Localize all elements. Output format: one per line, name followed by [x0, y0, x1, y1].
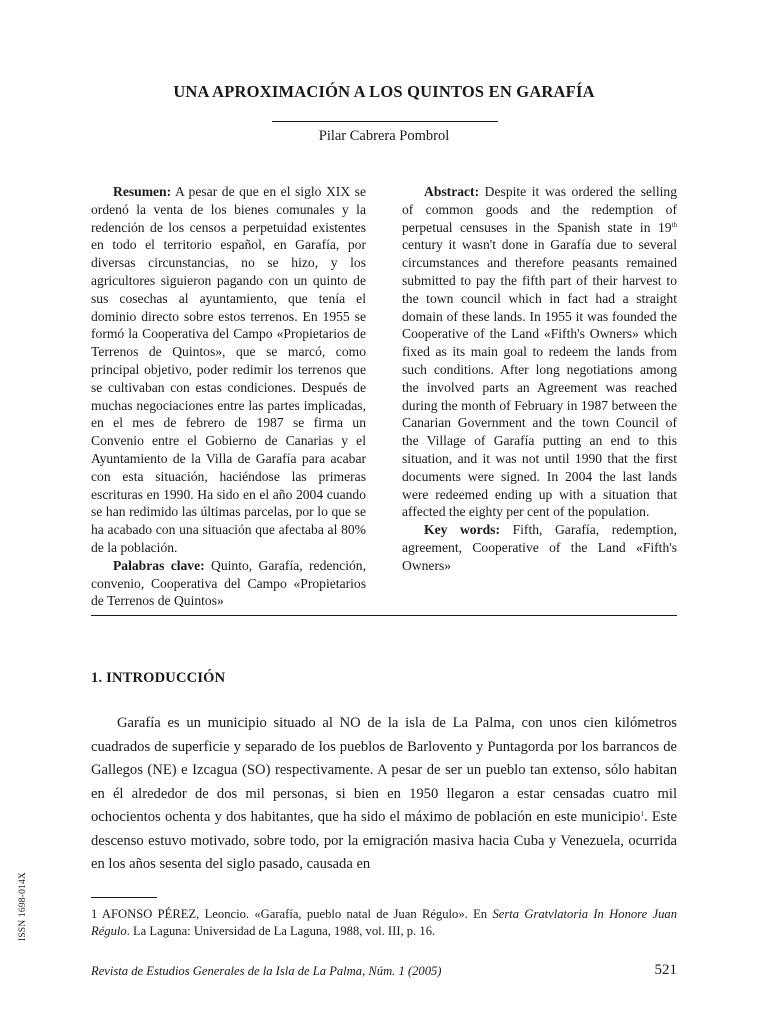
abstract-divider	[91, 615, 677, 616]
journal-citation: Revista de Estudios Generales de la Isla de La Palma, Núm. 1 (2005)	[91, 964, 442, 978]
resumen-paragraph	[91, 183, 366, 557]
footnote-italic-title: Serta Gratvlatoria In Honore Juan Régulo	[91, 907, 678, 938]
footnote-divider	[91, 897, 157, 898]
abstract-column	[402, 183, 677, 575]
resumen-column	[91, 183, 366, 610]
abstract-text-part2: century it wasn't done in Garafía due to several circumstances and therefore peasants remained submitted to pay the fifth part of their harvest to the town council which in fact had a straight domain of these lands. In 1955 it was founded the Cooperative of the Land «Fifth's Owners» which fixed as its main goal to redeem the lands from such conditions. After long negotiations among the involved parts an Agreement was reached during the month of February in 1987 between the Canarian Government and the town Council of the Village of Garafía putting an end to this situation, and it was not until 1990 that the first documents were signed. In 2004 the last lands were redeemed ending up with a situation that affected the eighty per cent of the population.	[402, 237, 677, 520]
intro-paragraph	[91, 712, 677, 877]
footnote-reference: 1	[640, 810, 644, 818]
abstract-text-part1: Despite it was ordered the selling of common goods and the redemption of perpetual censuses in the Spanish state in 19	[402, 184, 677, 235]
ordinal-superscript: th	[671, 220, 677, 229]
paper-title: UNA APROXIMACIÓN A LOS QUINTOS EN GARAFÍA	[173, 82, 595, 101]
resumen-text: A pesar de que en el siglo XIX se ordenó la venta de los bienes comunales y la redención de los censos a perpetuidad existentes en todo el territorio español, en Garafía, por diversas circunstancias, no se hizo, y los agricultores siguieron pagando con un quinto de sus cosechas al ayuntamiento, que tenía el dominio directo sobre estos terrenos. En 1955 se formó la Cooperativa del Campo «Propietarios de Terrenos de Quintos», que se marcó, como principal objetivo, poder redimir los terrenos que se cultivaban con estas condiciones. Después de muchas negociaciones entre las partes implicadas, en el mes de febrero de 1987 se firma un Convenio entre el Gobierno de Canarias y el Ayuntamiento de la Villa de Garafía para acabar con esta situación, haciéndose las primeras escrituras en 1990. Ha sido en el año 2004 cuando se han redimido las últimas parcelas, por lo que se ha acabado con una situación que afectaba al 80% de la población.	[91, 184, 366, 555]
footnote-text-part1: 1 AFONSO PÉREZ, Leoncio. «Garafía, pueblo natal de Juan Régulo». En	[91, 907, 493, 921]
author-name: Pilar Cabrera Pombrol	[318, 128, 450, 144]
abstract-paragraph	[402, 183, 677, 521]
key-words-label: Key words:	[424, 522, 500, 538]
title-divider	[272, 121, 498, 122]
intro-text-part2: . Este descenso estuvo motivado, sobre todo, por la emigración masiva hacia Cuba y Venezuela, ocurrida en los años sesenta del siglo pasado, causada en	[91, 809, 677, 872]
abstract-label: Abstract:	[424, 184, 480, 199]
palabras-clave-label: Palabras clave:	[113, 557, 205, 573]
page-number: 521	[654, 962, 677, 978]
resumen-label: Resumen:	[113, 184, 172, 199]
body-text	[91, 712, 677, 877]
section-heading: 1. INTRODUCCIÓN	[91, 670, 226, 686]
palabras-clave-text: Quinto, Garafía, redención, convenio, Cooperativa del Campo «Propietarios de Terrenos de Quintos»	[91, 557, 366, 609]
footnote-text-part2: . La Laguna: Universidad de La Laguna, 1988, vol. III, p. 16.	[126, 924, 436, 938]
resumen-keywords	[91, 557, 366, 610]
footnote	[91, 906, 677, 940]
abstract-keywords	[402, 521, 677, 574]
issn-label: ISSN 1698-014X	[18, 872, 28, 942]
key-words-text: Fifth, Garafía, redemption, agreement, Cooperative of the Land «Fifth's Owners»	[402, 522, 678, 573]
intro-text-part1: Garafía es un municipio situado al NO de la isla de La Palma, con unos cien kilómetros cuadrados de superficie y separado de los pueblos de Barlovento y Puntagorda por los barrancos de Gallegos (NE) e Izcagua (SO) respectivamente. A pesar de ser un pueblo tan extenso, sólo habitan en él alrededor de dos mil personas, si bien en 1950 llegaron a estar censadas cuatro mil ochocientos ochenta y dos habitantes, que ha sido el máximo de población en este municipio	[91, 715, 677, 825]
footnote-paragraph	[91, 906, 677, 940]
